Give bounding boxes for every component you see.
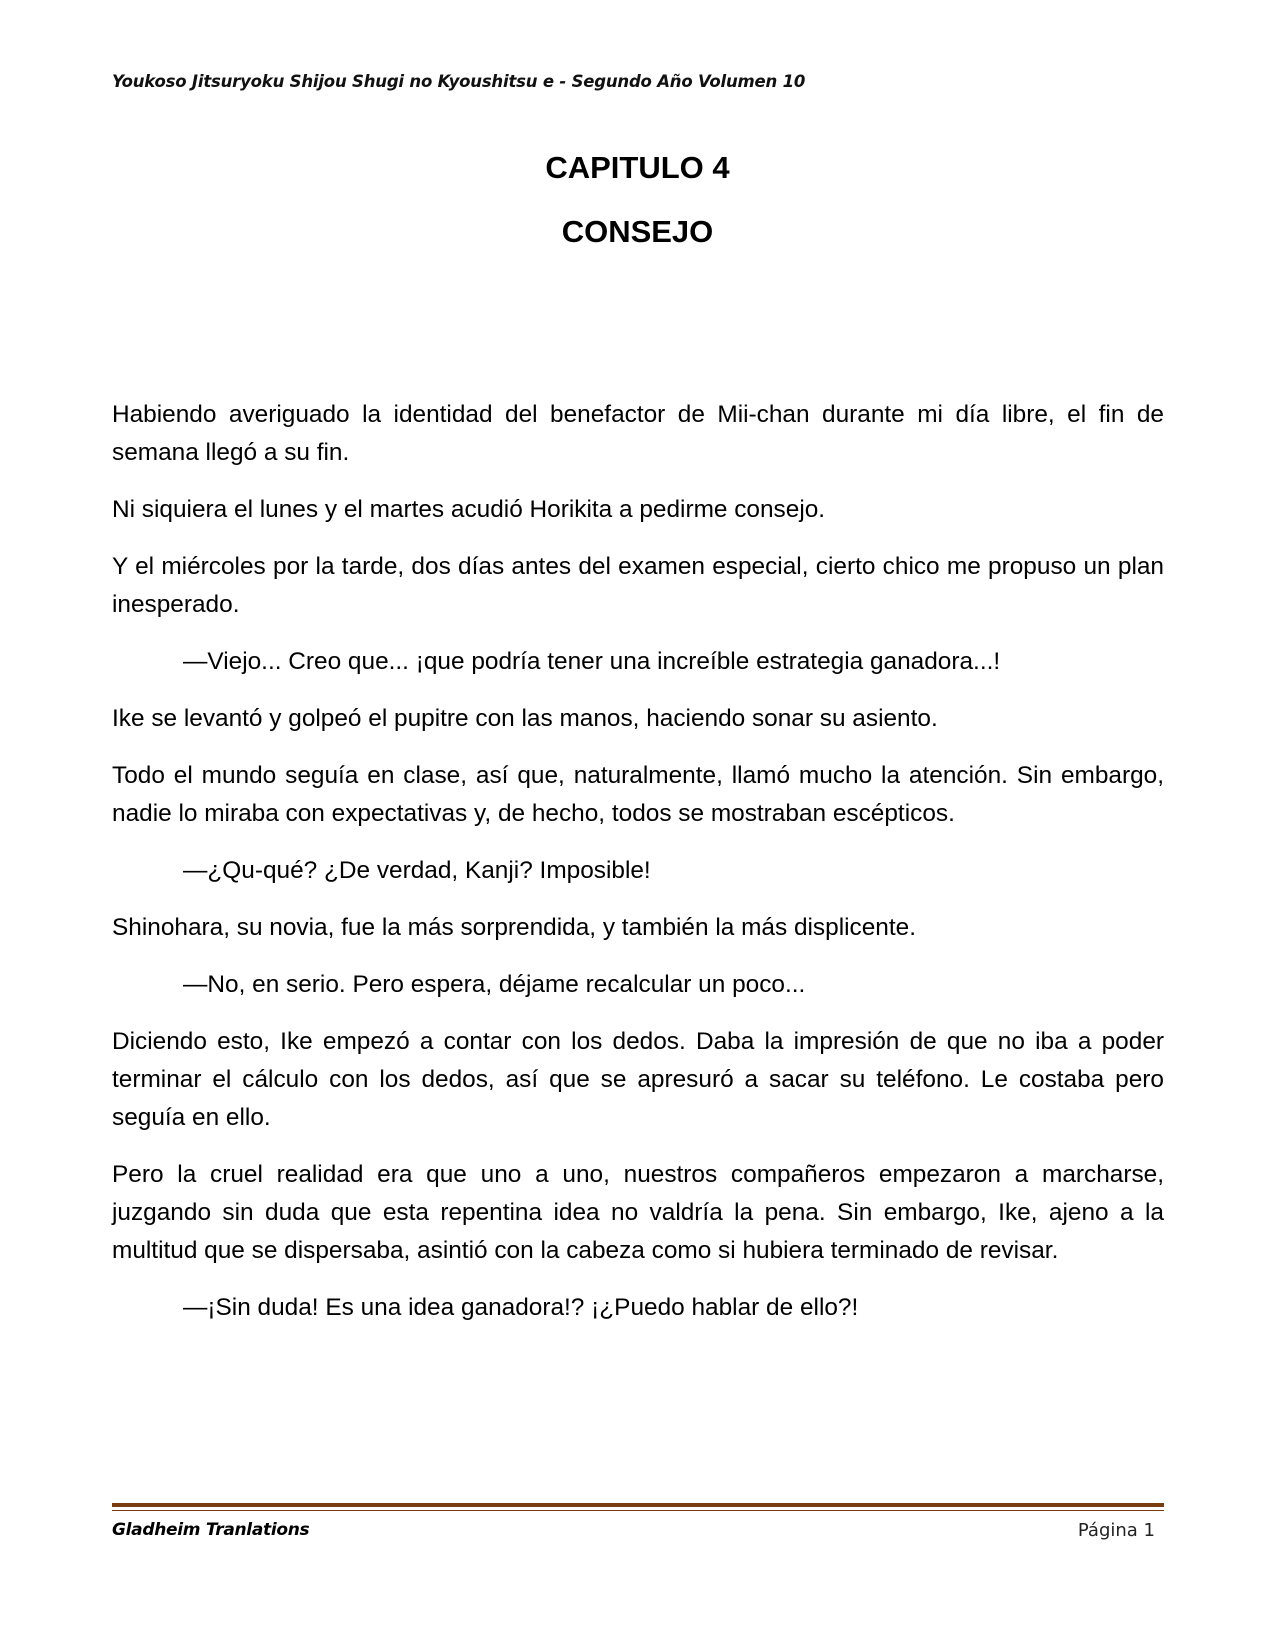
chapter-body (112, 396, 1164, 1346)
dialogue-line: —¡Sin duda! Es una idea ganadora!? ¡¿Puedo hablar de ello?! (183, 1294, 859, 1321)
dialogue-line: —¿Qu-qué? ¿De verdad, Kanji? Imposible! (183, 857, 651, 884)
chapter-title: CONSEJO (561, 214, 714, 249)
footer-divider-thin (112, 1510, 1164, 1511)
running-header: Youkoso Jitsuryoku Shijou Shugi no Kyoushitsu e - Segundo Año Volumen 10 (112, 72, 806, 91)
dialogue-line: —No, en serio. Pero espera, déjame recalcular un poco... (183, 971, 806, 998)
paragraph: Pero la cruel realidad era que uno a uno, nuestros compañeros empezaron a marcharse, juzgando sin duda que esta repentina idea no valdría la pena. Sin embargo, Ike, ajeno a la multitud que se dispersaba, asintió con la cabeza como si hubiera terminado de revisar. (112, 1161, 1164, 1264)
paragraph: Todo el mundo seguía en clase, así que, naturalmente, llamó mucho la atención. Sin embargo, nadie lo miraba con expectativas y, de hecho, todos se mostraban escépticos. (112, 762, 1164, 827)
footer-publisher: Gladheim Tranlations (112, 1520, 310, 1540)
dialogue-line: —Viejo... Creo que... ¡que podría tener una increíble estrategia ganadora...! (183, 648, 1001, 675)
paragraph: Shinohara, su novia, fue la más sorprendida, y también la más displicente. (112, 914, 916, 941)
footer-divider-thick (112, 1503, 1164, 1507)
paragraph: Ni siquiera el lunes y el martes acudió Horikita a pedirme consejo. (112, 496, 826, 523)
paragraph: Ike se levantó y golpeó el pupitre con las manos, haciendo sonar su asiento. (112, 705, 938, 732)
paragraph: Diciendo esto, Ike empezó a contar con los dedos. Daba la impresión de que no iba a poder terminar el cálculo con los dedos, así que se apresuró a sacar su teléfono. Le costaba pero seguía en ello. (112, 1028, 1164, 1131)
paragraph: Habiendo averiguado la identidad del benefactor de Mii-chan durante mi día libre, el fin de semana llegó a su fin. (112, 401, 1164, 466)
paragraph: Y el miércoles por la tarde, dos días antes del examen especial, cierto chico me propuso un plan inesperado. (112, 553, 1164, 618)
chapter-number: CAPITULO 4 (545, 150, 730, 185)
page-number: Página 1 (1077, 1520, 1155, 1541)
